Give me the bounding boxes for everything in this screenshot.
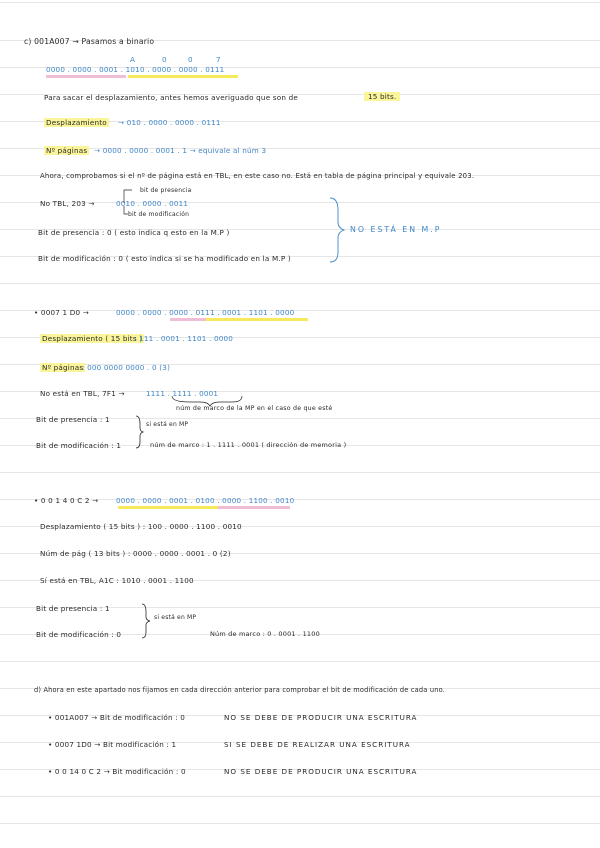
frame-brace-2: [172, 396, 242, 406]
offset-label-2: Desplazamiento ( 15 bits ): [42, 334, 143, 343]
presence-line-3: Bit de presencia : 1: [36, 604, 110, 613]
d-item-2-addr: • 0007 1D0 → Bit modificación : 1: [48, 740, 177, 749]
digit-0b: 0: [188, 55, 193, 64]
part-2-binary: 0000 . 0000 . 0000 . 0111 . 0001 . 1101 . 0000: [116, 308, 295, 317]
tbl-value-2: 1111 . 1111 . 0001: [146, 389, 219, 398]
frame-line-3: Núm de marco : 0 . 0001 . 1100: [210, 630, 320, 638]
modif-pointer: [124, 206, 128, 214]
pages-label: Nº páginas: [46, 146, 88, 155]
verdict: NO ESTÁ EN M.P: [350, 225, 442, 234]
pages-value-2: : 000 0000 0000 . 0 (3): [82, 363, 171, 372]
modif-line-3: Bit de modificación : 0: [36, 630, 122, 639]
in-mp-2: si está en MP: [146, 421, 189, 428]
presence-tag: bit de presencia: [140, 187, 192, 194]
presence-pointer: [124, 190, 132, 203]
part-2-heading: • 0007 1 D0 →: [34, 308, 89, 317]
part-c-binary: 0000 . 0000 . 0001 . 1010 . 0000 . 0000 . 0111: [46, 65, 225, 74]
in-mp-3: si está en MP: [154, 614, 197, 621]
pages-value: → 0000 . 0000 . 0001 . 1 → equivale al núm 3: [94, 146, 267, 155]
pages-label-2: Nº páginas: [42, 363, 84, 372]
offset-line-3: Desplazamiento ( 15 bits ) : 100 . 0000 . 1100 . 0010: [40, 522, 242, 531]
modif-tag: bit de modificación: [128, 211, 190, 218]
offset-value: → 010 . 0000 . 0000 . 0111: [118, 118, 221, 127]
presence-line-c: Bit de presencia : 0 ( esto indica q esto en la M.P ): [38, 228, 230, 237]
tbl-line-3: Sí está en TBL, A1C : 1010 . 0001 . 1100: [40, 576, 194, 585]
tbl-line-label: No TBL, 203 →: [40, 199, 95, 208]
verdict-brace: [330, 198, 344, 262]
check-text: Ahora, comprobamos si el nº de página está en TBL, en este caso no. Está en tabla de página principal y equivale 203.: [40, 172, 475, 180]
mp-brace-2: [136, 416, 143, 448]
offset-label: Desplazamiento: [46, 118, 107, 127]
frame-line-2: núm de marco : 1 . 1111 . 0001 ( dirección de memoria ): [150, 441, 347, 449]
d-item-1-result: NO SE DEBE DE PRODUCIR UNA ESCRITURA: [224, 713, 418, 722]
mp-brace-3: [142, 604, 150, 638]
tbl-line-value: 0010 . 0000 . 0011: [116, 199, 189, 208]
tbl-label-2: No está en TBL, 7F1 →: [40, 389, 125, 398]
digit-a: A: [130, 55, 136, 64]
frame-note: núm de marco de la MP en el caso de que esté: [176, 405, 333, 412]
d-item-3-addr: • 0 0 14 0 C 2 → Bit modificación : 0: [48, 767, 186, 776]
modif-line-c: Bit de modificación : 0 ( esto indica si se ha modificado en la M.P ): [38, 254, 291, 263]
d-item-2-result: SI SE DEBE DE REALIZAR UNA ESCRITURA: [224, 740, 411, 749]
pages-line-3: Núm de pág ( 13 bits ) : 0000 . 0000 . 0001 . 0 (2): [40, 549, 231, 558]
presence-line-2: Bit de presencia : 1: [36, 415, 110, 424]
d-item-3-result: NO SE DEBE DE PRODUCIR UNA ESCRITURA: [224, 767, 418, 776]
offset-bits: 15 bits.: [364, 92, 400, 101]
part-c-heading: c) 001A007 → Pasamos a binario: [24, 37, 155, 46]
digit-7: 7: [216, 55, 221, 64]
part-d-intro: d) Ahora en este apartado nos fijamos en cada dirección anterior para comprobar el bit de modificación de cada uno.: [34, 686, 446, 694]
part-3-heading: • 0 0 1 4 0 C 2 →: [34, 496, 99, 505]
modif-line-2: Bit de modificación : 1: [36, 441, 122, 450]
offset-note: Para sacar el desplazamiento, antes hemos averiguado que son de: [44, 93, 298, 102]
digit-0: 0: [162, 55, 167, 64]
part-3-binary: 0000 . 0000 . 0001 . 0100 . 0000 . 1100 . 0010: [116, 496, 295, 505]
d-item-1-addr: • 001A007 → Bit de modificación : 0: [48, 713, 186, 722]
offset-value-2: : 111 . 0001 . 1101 . 0000: [134, 334, 234, 343]
